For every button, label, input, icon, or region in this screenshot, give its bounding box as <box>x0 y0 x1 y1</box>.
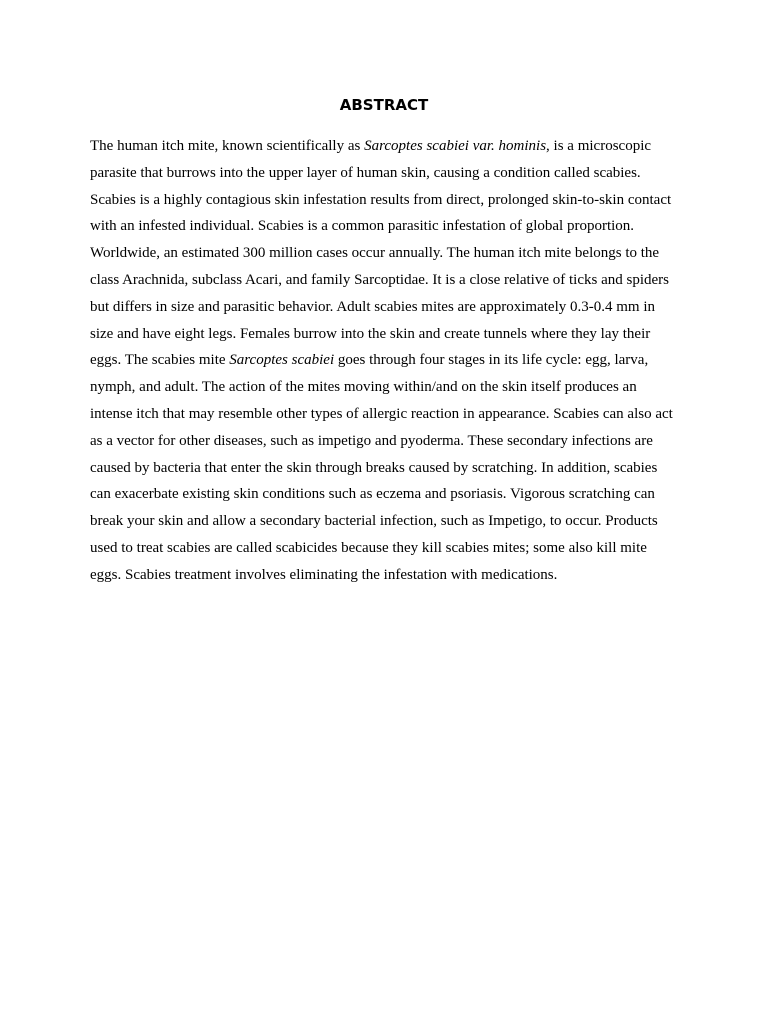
text-line <box>90 428 690 455</box>
italic-species-name: Sarcoptes scabiei var. hominis <box>364 138 547 154</box>
text-line <box>90 267 690 294</box>
text-line <box>90 240 690 267</box>
text-run: with an infested individual. Scabies is a common parasitic infestation of global proportion. <box>90 218 635 235</box>
text-line <box>90 294 690 321</box>
text-run: eggs. Scabies treatment involves eliminating the infestation with medications. <box>90 566 558 583</box>
text-run: as a vector for other diseases, such as impetigo and pyoderma. These secondary infections are <box>90 432 653 449</box>
text-run: size and have eight legs. Females burrow into the skin and create tunnels where they lay their <box>90 325 651 342</box>
text-run: can exacerbate existing skin conditions such as eczema and psoriasis. Vigorous scratching can <box>90 486 655 503</box>
text-line <box>90 374 690 401</box>
text-run: caused by bacteria that enter the skin through breaks caused by scratching. In addition, scabies <box>90 459 658 476</box>
text-run: intense itch that may resemble other types of allergic reaction in appearance. Scabies can also act <box>90 405 673 422</box>
text-run: but differs in size and parasitic behavior. Adult scabies mites are approximately 0.3-0.4 mm in <box>90 298 655 315</box>
text-line <box>90 321 690 348</box>
abstract-heading: ABSTRACT <box>339 96 429 114</box>
text-line <box>90 213 690 240</box>
text-run: class Arachnida, subclass Acari, and family Sarcoptidae. It is a close relative of ticks and spiders <box>90 271 669 288</box>
text-line <box>90 562 690 589</box>
text-run: , is a microscopic <box>546 138 652 154</box>
text-run: used to treat scabies are called scabicides because they kill scabies mites; some also kill mite <box>90 539 647 556</box>
text-line <box>90 187 690 214</box>
text-run: eggs. The scabies mite <box>90 352 230 369</box>
text-line <box>90 535 690 562</box>
text-line <box>90 508 690 535</box>
text-line <box>90 401 690 428</box>
text-run: Scabies is a highly contagious skin infestation results from direct, prolonged skin-to-skin contact <box>90 191 672 208</box>
text-line <box>90 481 690 508</box>
text-line <box>90 347 690 374</box>
text-line <box>90 455 690 482</box>
text-line <box>90 160 690 187</box>
text-run: Worldwide, an estimated 300 million cases occur annually. The human itch mite belongs to the <box>90 245 660 262</box>
text-run: nymph, and adult. The action of the mites moving within/and on the skin itself produces an <box>90 379 637 396</box>
abstract-paragraph <box>90 133 690 589</box>
italic-species-name: Sarcoptes scabiei <box>229 352 335 369</box>
text-run: parasite that burrows into the upper layer of human skin, causing a condition called scabies. <box>90 164 641 181</box>
text-run: The human itch mite, known scientifically as <box>90 138 365 154</box>
text-line <box>90 133 690 160</box>
text-run: goes through four stages in its life cycle: egg, larva, <box>334 352 649 369</box>
text-run: break your skin and allow a secondary bacterial infection, such as Impetigo, to occur. Products <box>90 513 658 530</box>
